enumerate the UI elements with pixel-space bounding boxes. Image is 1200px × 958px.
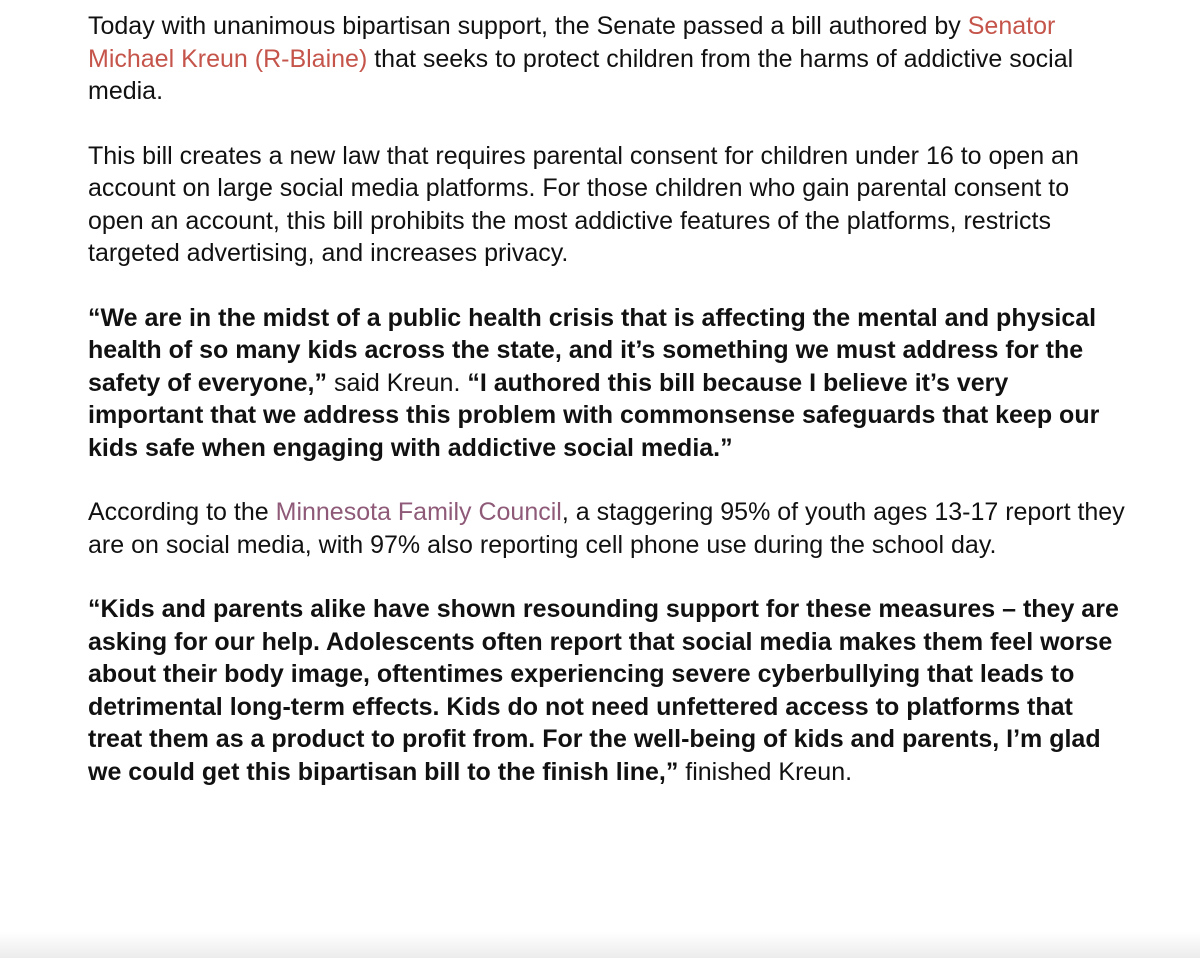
paragraph-quote-two xyxy=(88,593,1128,788)
quote-authored-bill: “I authored this bill because I believe it’s very important that we address this problem with commonsense safeguards that keep our kids safe when engaging with addictive social media.” xyxy=(88,368,1100,462)
paragraph-statistics xyxy=(88,496,1128,561)
paragraph-intro xyxy=(88,10,1128,108)
stats-text-after: , a staggering 95% of youth ages 13-17 report they are on social media, with 97% also reporting cell phone use during the school day. xyxy=(88,498,1125,559)
article-body xyxy=(88,10,1128,820)
intro-text-after: that seeks to protect children from the harms of addictive social media. xyxy=(88,44,1074,105)
intro-text-before: Today with unanimous bipartisan support, the Senate passed a bill authored by xyxy=(88,12,968,40)
finished-kreun-text: finished Kreun. xyxy=(678,757,853,786)
family-council-link[interactable]: Minnesota Family Council xyxy=(275,498,562,526)
said-kreun-text: said Kreun. xyxy=(327,368,468,397)
stats-text-before: According to the xyxy=(88,498,276,526)
paragraph-quote-one xyxy=(88,302,1128,465)
senator-link[interactable]: Senator Michael Kreun (R-Blaine) xyxy=(88,12,1056,73)
quote-kids-parents: “Kids and parents alike have shown resounding support for these measures – they are asking for our help. Adolescents often report that social media makes them feel worse about their body image, oftentimes experiencing severe cyberbullying that leads to detrimental long-term effects. Kids do not need unfettered access to platforms that treat them as a product to profit from. For the well-being of kids and parents, I’m glad we could get this bipartisan bill to the finish line,” xyxy=(88,595,1119,786)
quote-public-health: “We are in the midst of a public health crisis that is affecting the mental and physical health of so many kids across the state, and it’s something we must address for the safety of everyone,” xyxy=(88,303,1097,397)
page-bottom-shadow xyxy=(0,932,1200,958)
paragraph-bill-summary: This bill creates a new law that requires parental consent for children under 16 to open an account on large social media platforms. For those children who gain parental consent to open an account, this bill prohibits the most addictive features of the platforms, restricts targeted advertising, and increases privacy. xyxy=(88,141,1079,267)
